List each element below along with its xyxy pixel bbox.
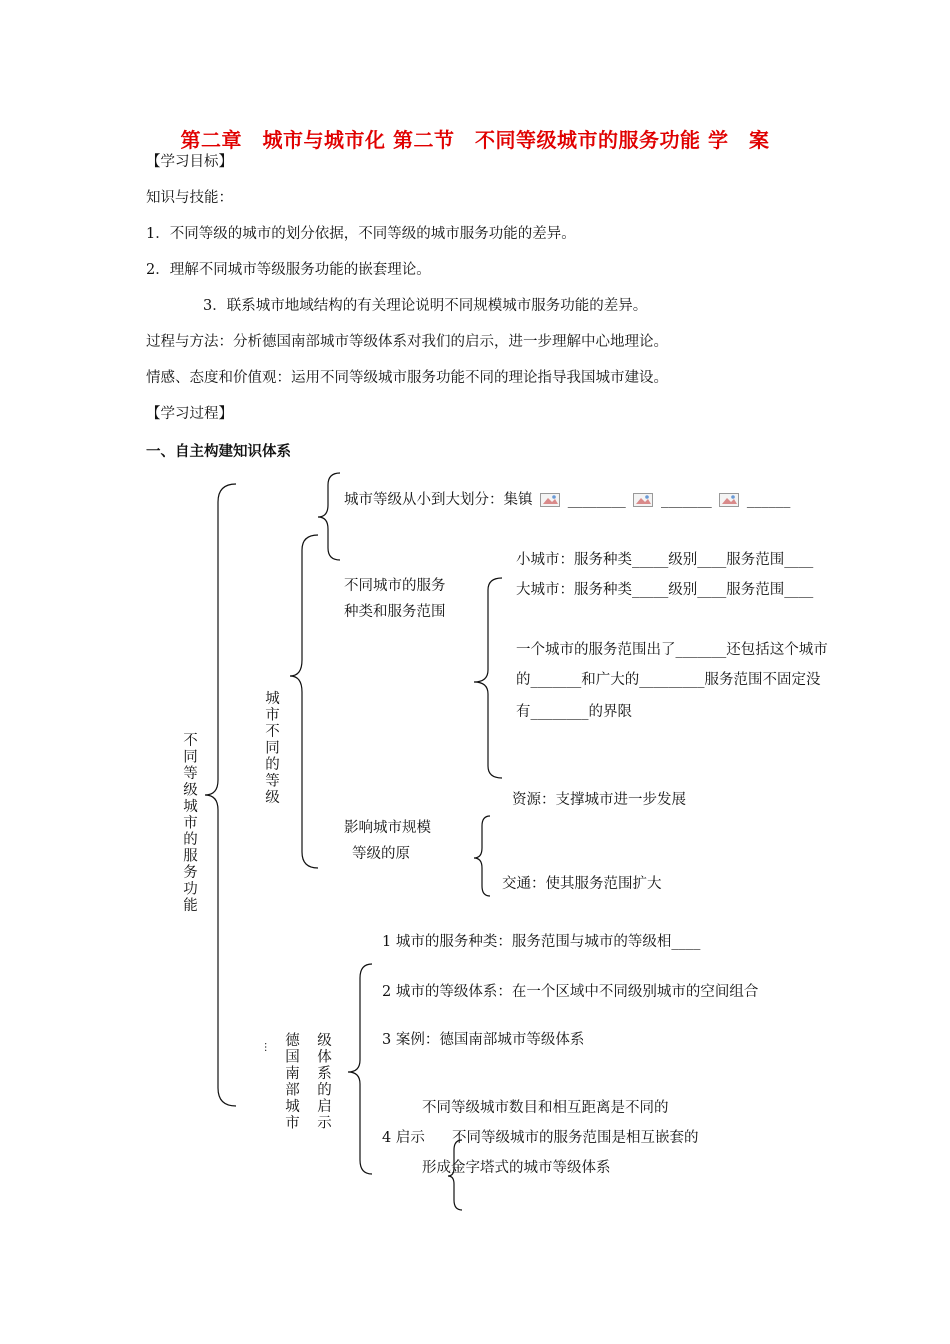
resource-line: 资源：支撑城市进一步发展 [512,792,686,808]
range-line-3: 有________的界限 [516,704,632,720]
knowledge-label: 知识与技能： [146,190,233,206]
objective-item-1: 1．不同等级的城市的划分依据，不同等级的城市服务功能的差异。 [146,226,576,242]
germany-brace [348,964,372,1174]
scale-label-line-2: 等级的原 [352,846,410,862]
range-line-2: 的_______和广大的_________服务范围不固定没 [516,672,821,688]
part-one-heading: 一、自主构建知识体系 [146,444,291,460]
small-city-line: 小城市：服务种类_____级别____服务范围____ [516,552,814,568]
broken-image-icon [719,493,739,507]
branch-system-label: 级体系的启示 [315,1032,331,1131]
germany-item-2: 2 城市的等级体系：在一个区域中不同级别城市的空间组合 [382,984,759,1000]
service-brace [474,578,502,778]
germany-item-3: 3 案例：德国南部城市等级体系 [382,1032,585,1048]
objective-item-3: 3．联系城市地域结构的有关理论说明不同规模城市服务功能的差异。 [203,298,648,314]
levels-brace [290,535,318,868]
broken-image-icon [633,493,653,507]
grade-blank-2[interactable]: _______ [660,492,712,508]
factors-brace [474,816,490,896]
process-method: 过程与方法：分析德国南部城市等级体系对我们的启示，进一步理解中心地理论。 [146,334,668,350]
branch-levels-label: 城市不同的等级 [263,690,279,806]
service-label-line-1: 不同城市的服务 [344,578,446,594]
grade-line-prefix: 城市等级从小到大划分：集镇 [344,492,533,508]
process-heading: 【学习过程】 [146,406,233,422]
grade-blank-3[interactable]: ______ [746,492,791,508]
root-brace [205,484,236,1106]
emotion-values: 情感、态度和价值观：运用不同等级城市服务功能不同的理论指导我国城市建设。 [146,370,668,386]
scale-label-line-1: 影响城市规模 [344,820,431,836]
grade-blank-1[interactable]: ________ [567,492,626,508]
service-label-line-2: 种类和服务范围 [344,604,446,620]
branch-germany-label: 德国南部城市 [283,1032,299,1131]
root-label: 不同等级城市的服务功能 [181,732,197,914]
objectives-heading: 【学习目标】 [146,154,233,170]
insight-label: 4 启示 [382,1130,425,1146]
range-line-1: 一个城市的服务范围出了_______还包括这个城市 [516,642,828,658]
traffic-line: 交通：使其服务范围扩大 [502,876,662,892]
objective-item-2: 2．理解不同城市等级服务功能的嵌套理论。 [146,262,431,278]
broken-image-icon [540,493,560,507]
insight-line-3: 形成金字塔式的城市等级体系 [422,1160,611,1176]
ellipsis-mark: … [262,1042,273,1052]
insight-line-1: 不同等级城市数目和相互距离是不同的 [422,1100,669,1116]
insight-line-2: 不同等级城市的服务范围是相互嵌套的 [452,1130,699,1146]
germany-item-1: 1 城市的服务种类：服务范围与城市的等级相____ [382,934,701,950]
big-city-line: 大城市：服务种类_____级别____服务范围____ [516,582,814,598]
page-title: 第二章 城市与城市化 第二节 不同等级城市的服务功能 学 案 [180,128,770,152]
grade-brace [318,473,340,560]
grade-line [344,490,790,510]
